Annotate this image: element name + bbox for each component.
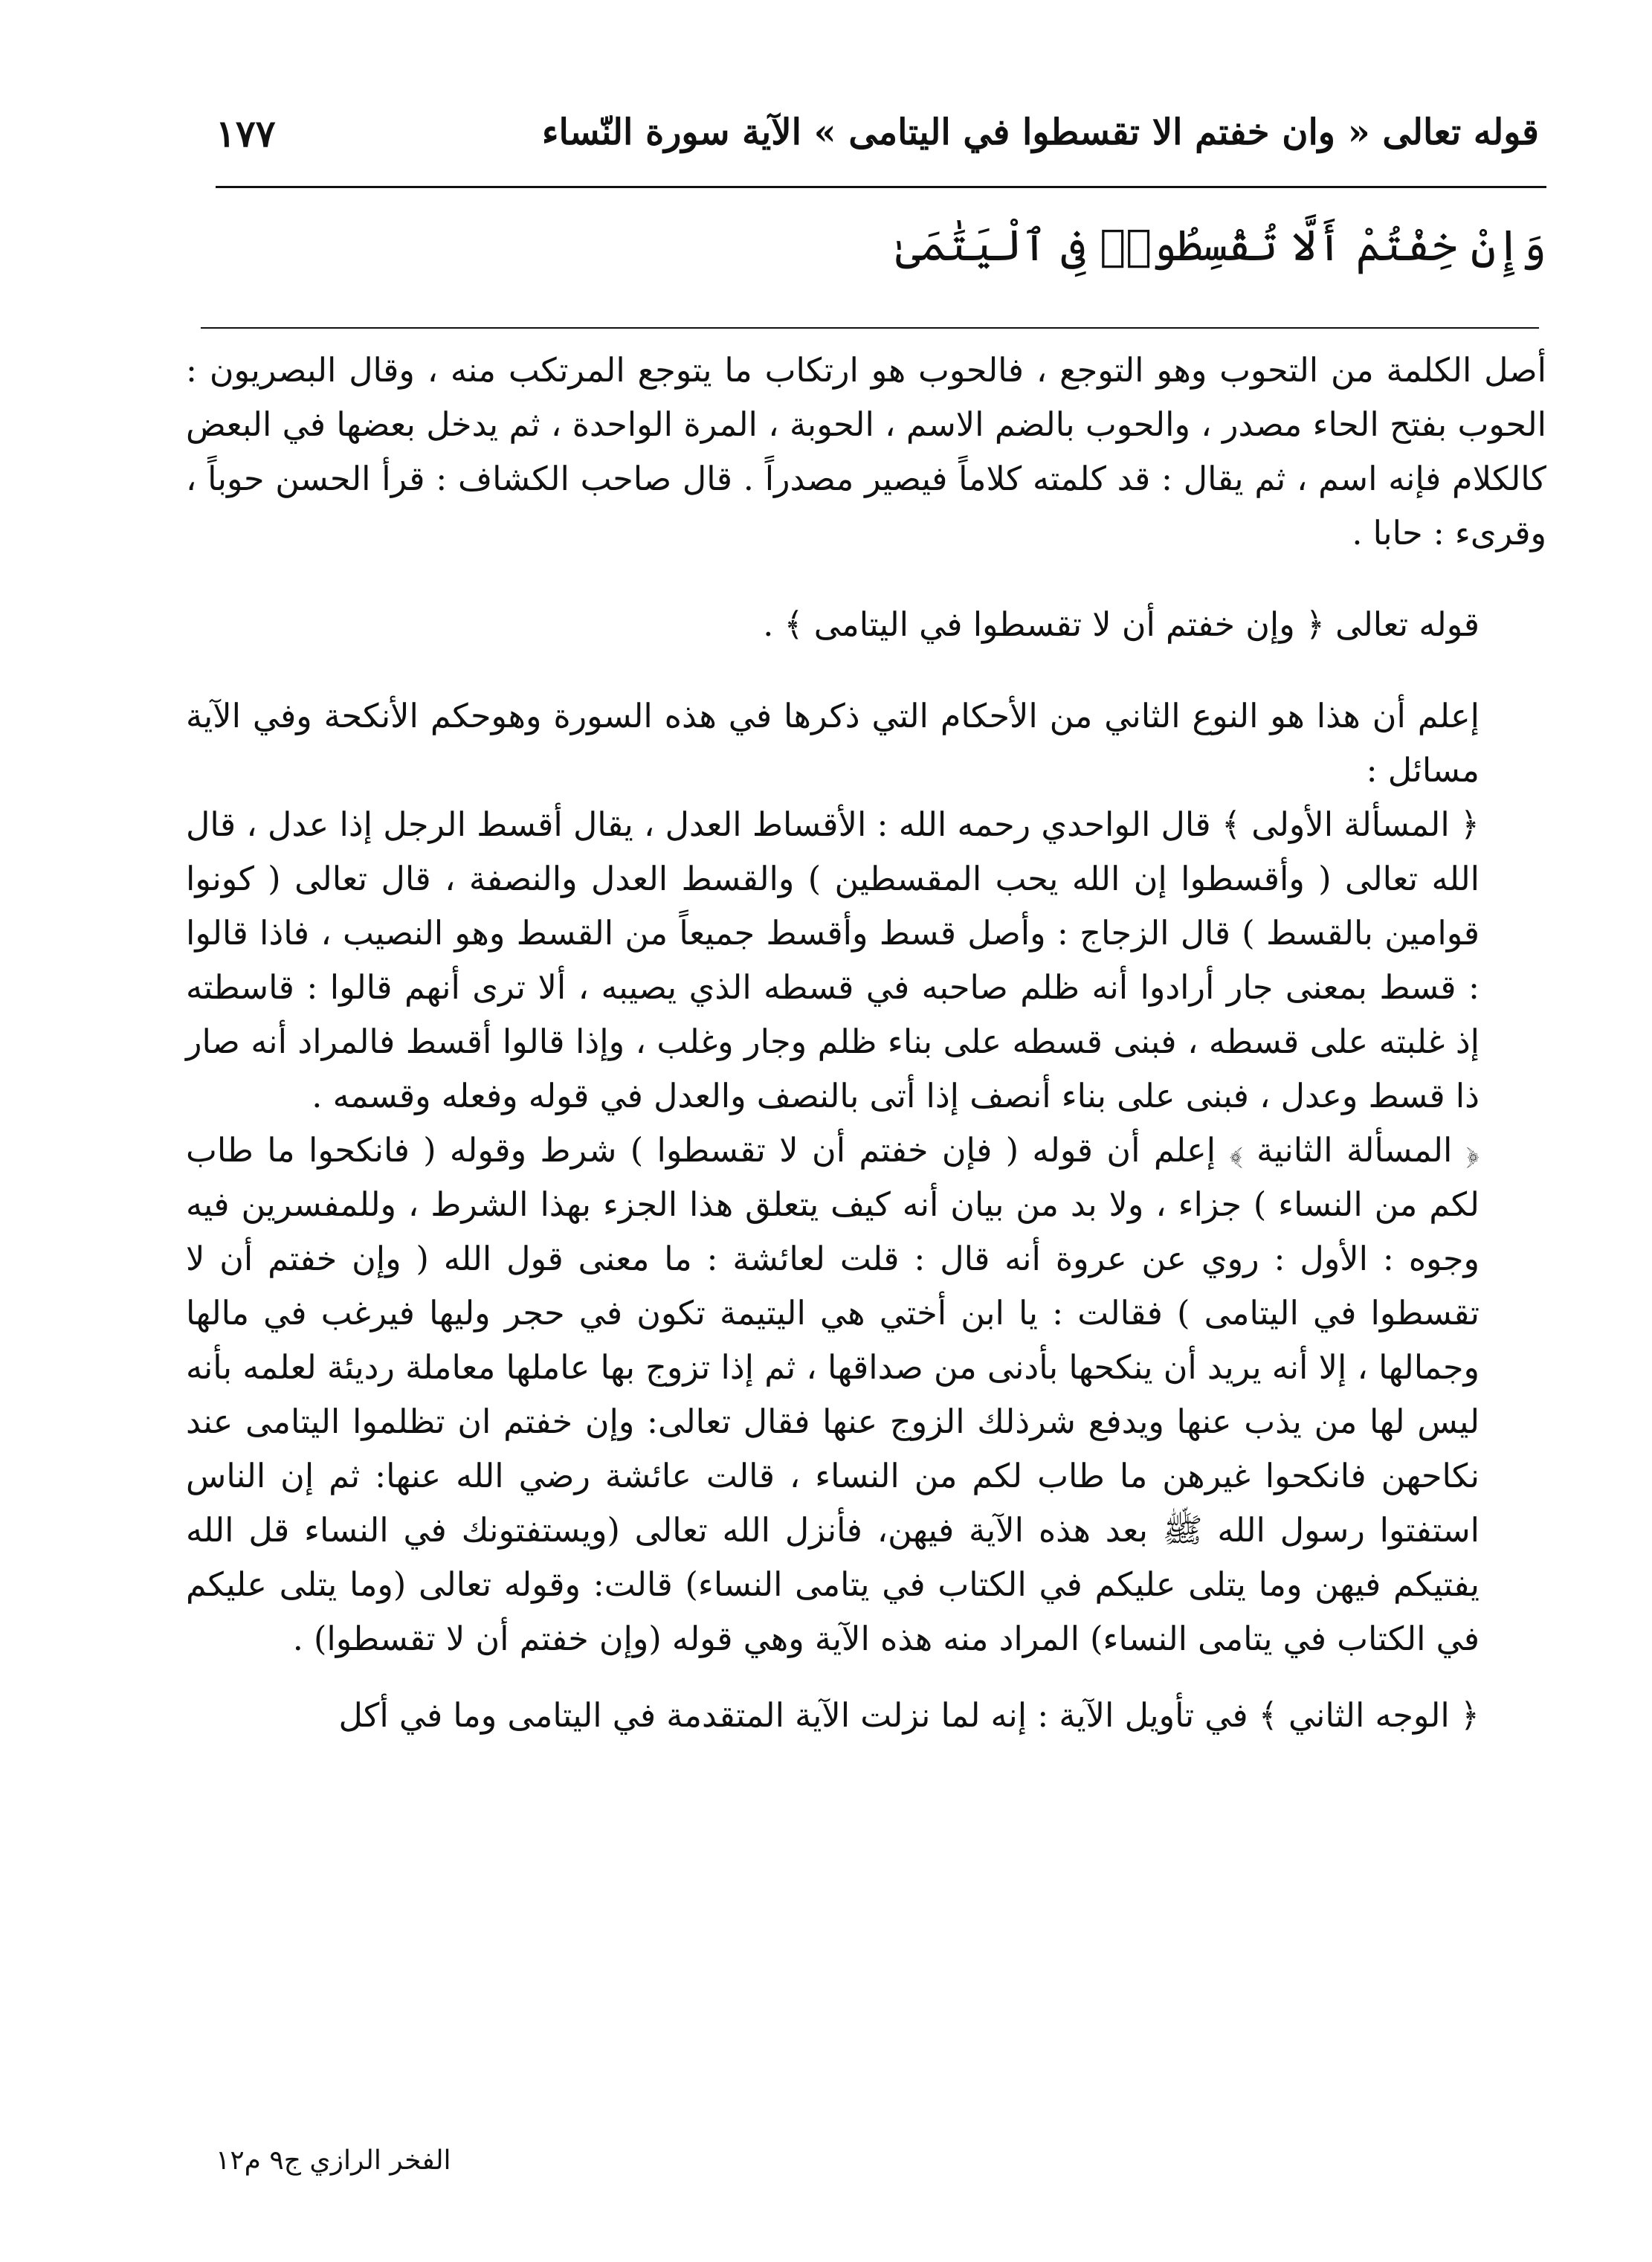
verse-heading: وَإِنْ خِفْتُمْ أَلَّا تُقْسِطُوا۟ فِى ٱلْيَتَٰمَىٰ [895,220,1546,271]
paragraph-verse-quote: قوله تعالى ﴿ وإن خفتم أن لا تقسطوا في اليتامى ﴾ . [763,606,1480,644]
signature-mark: الفخر الرازي ج٩ م١٢ [216,2145,451,2176]
paragraph-etymology: أصل الكلمة من التحوب وهو التوجع ، فالحوب هو ارتكاب ما يتوجع المرتكب منه ، وقال البصريون : الحوب بفتح الحاء مصدر ، والحوب بالضم الاسم ، الحوبة ، المرة الواحدة ، ثم يدخل بعضها في البعض كالكلام فإنه اسم ، ثم يقال : قد كلمته كلاماً فيصير مصدراً . قال صاحب الكشاف : قرأ الحسن حوباً ، وقرىء : حابا . [186,352,1546,552]
paragraph-first-issue: ﴿ المسألة الأولى ﴾ قال الواحدي رحمه الله : الأقساط العدل ، يقال أقسط الرجل إذا عدل ، قال الله تعالى ( وأقسطوا إن الله يحب المقسطين ) والقسط العدل والنصفة ، قال تعالى ( كونوا قوامين بالقسط ) قال الزجاج : وأصل قسط وأقسط جميعاً من القسط وهو النصيب ، فاذا قالوا : قسط بمعنى جار أرادوا أنه ظلم صاحبه في قسطه الذي يصيبه ، ألا ترى أنهم قالوا : قاسطته إذ غلبته على قسطه ، فبنى قسطه على بناء ظلم وجار وغلب ، وإذا قالوا أقسط فالمراد أنه صار ذا قسط وعدل ، فبنى على بناء أنصف إذا أتى بالنصف والعدل في قوله وفعله وقسمه . [186,806,1480,1115]
page-number: ١٧٧ [216,112,276,155]
header-divider [216,186,1546,188]
header-title: قوله تعالى « وان خفتم الا تقسطوا في اليتامى » الآية سورة النّساء [541,112,1539,153]
commentary-body [186,344,1546,1743]
paragraph-intro: إعلم أن هذا هو النوع الثاني من الأحكام التي ذكرها في هذه السورة وهوحكم الأنكحة وفي الآية مسائل : [186,697,1480,790]
running-header [216,112,1539,171]
verse-divider [201,327,1539,329]
paragraph-second-aspect: ﴿ الوجه الثاني ﴾ في تأويل الآية : إنه لما نزلت الآية المتقدمة في اليتامى وما في أكل [338,1697,1480,1735]
paragraph-second-issue: ﴿ المسألة الثانية ﴾ إعلم أن قوله ( فإن خفتم أن لا تقسطوا ) شرط وقوله ( فانكحوا ما طاب لكم من النساء ) جزاء ، ولا بد من بيان أنه كيف يتعلق هذا الجزء بهذا الشرط ، وللمفسرين فيه وجوه : الأول : روي عن عروة أنه قال : قلت لعائشة : ما معنى قول الله ( وإن خفتم أن لا تقسطوا في اليتامى ) فقالت : يا ابن أختي هي اليتيمة تكون في حجر وليها فيرغب في مالها وجمالها ، إلا أنه يريد أن ينكحها بأدنى من صداقها ، ثم إذا تزوج بها عاملها معاملة رديئة لعلمه بأنه ليس لها من يذب عنها ويدفع شرذلك الزوج عنها فقال تعالى: وإن خفتم ان تظلموا اليتامى عند نكاحهن فانكحوا غيرهن ما طاب لكم من النساء ، قالت عائشة رضي الله عنها: ثم إن الناس استفتوا رسول الله ﷺ بعد هذه الآية فيهن، فأنزل الله تعالى (ويستفتونك في النساء قل الله يفتيكم فيهن وما يتلى عليكم في الكتاب في يتامى النساء) قالت: وقوله تعالى (وما يتلى عليكم في الكتاب في يتامى النساء) المراد منه هذه الآية وهي قوله (وإن خفتم أن لا تقسطوا) . [186,1132,1480,1658]
